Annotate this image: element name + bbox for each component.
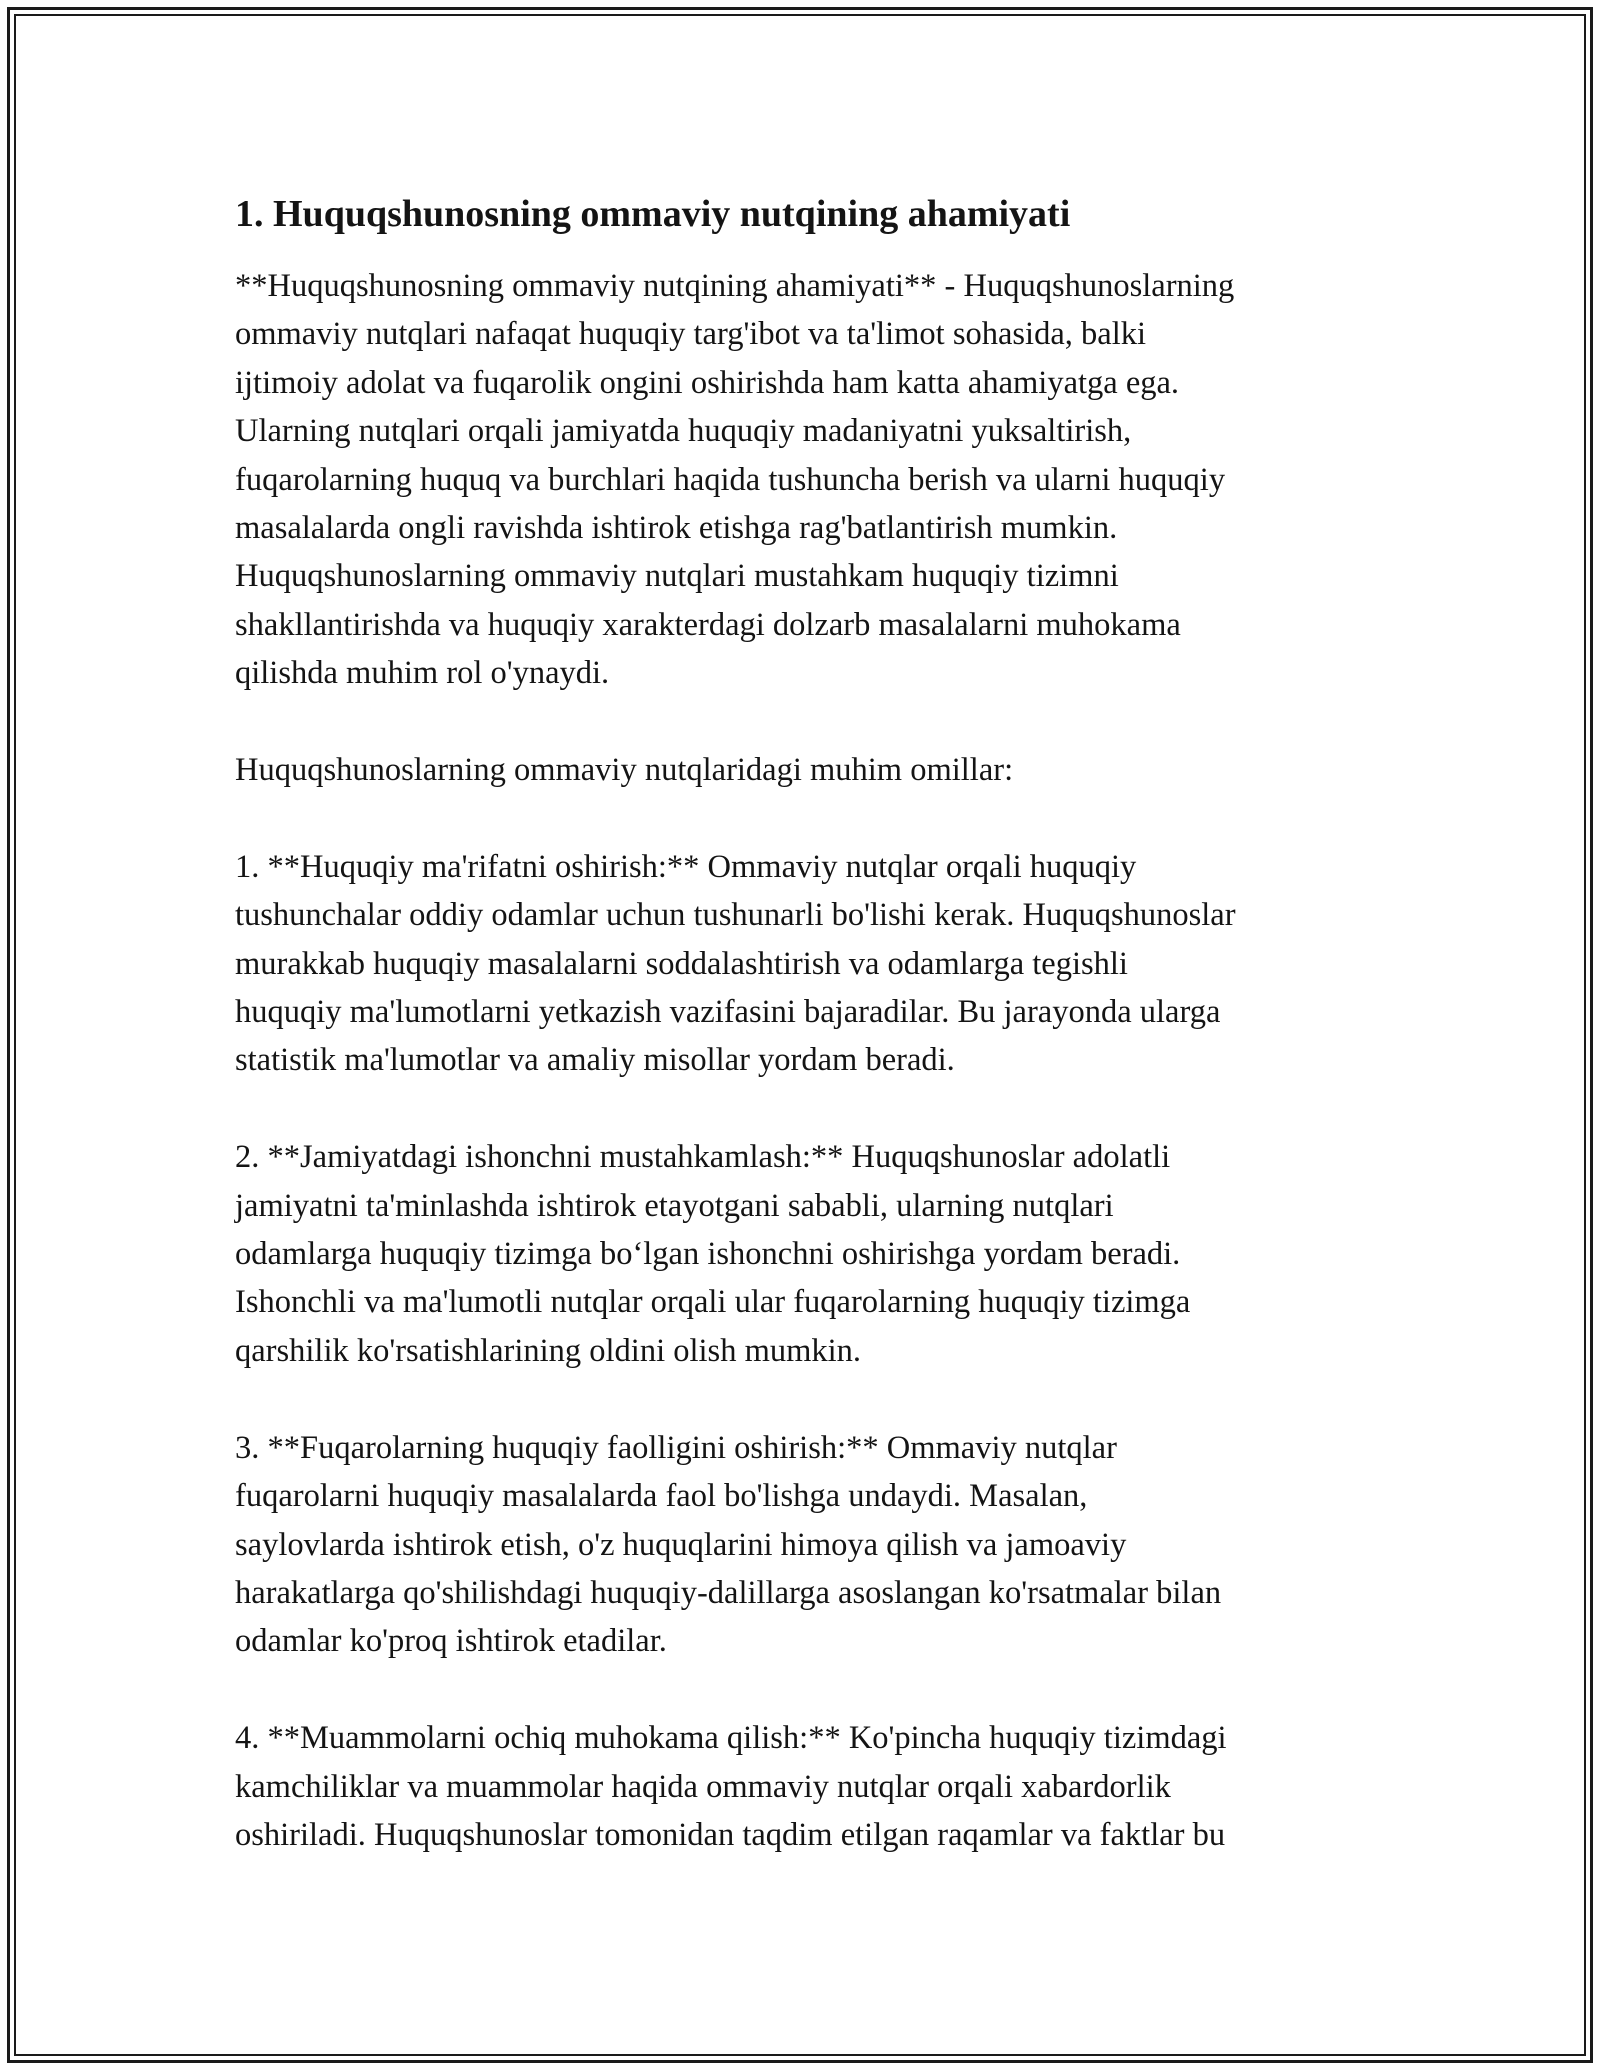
factors-heading-paragraph: Huquqshunoslarning ommaviy nutqlaridagi muhim omillar: [235, 752, 1014, 789]
document-body [235, 188, 1385, 1859]
list-item-2-paragraph: 2. **Jamiyatdagi ishonchni mustahkamlash:** Huquqshunoslar adolatli jamiyatni ta'minlashda ishtirok etayotgani sababli, ularning nutqlari odamlarga huquqiy tizimga bo‘lgan ishonchni oshirishga yordam beradi. Ishonchli va ma'lumotli nutqlar orqali ular fuqarolarning huquqiy tizimga qarshilik ko'rsatishlarining oldini olish mumkin. [235, 1139, 1191, 1369]
list-item-3-paragraph: 3. **Fuqarolarning huquqiy faolligini oshirish:** Ommaviy nutqlar fuqarolarni huquqiy masalalarda faol bo'lishga undaydi. Masalan, saylovlarda ishtirok etish, o'z huquqlarini himoya qilish va jamoaviy harakatlarga qo'shilishdagi huquqiy-dalillarga asoslangan ko'rsatmalar bilan odamlar ko'proq ishtirok etadilar. [235, 1429, 1222, 1660]
document-title: 1. Huquqshunosning ommaviy nutqining ahamiyati [235, 193, 1071, 235]
list-item-4-paragraph: 4. **Muammolarni ochiq muhokama qilish:** Ko'pincha huquqiy tizimdagi kamchiliklar va muammolar haqida ommaviy nutqlar orqali xabardorlik oshiriladi. Huquqshunoslar tomonidan taqdim etilgan raqamlar va faktlar bu [235, 1720, 1227, 1853]
intro-paragraph: **Huquqshunosning ommaviy nutqining ahamiyati** - Huquqshunoslarning ommaviy nutqlari nafaqat huquqiy targ'ibot va ta'limot sohasida, balki ijtimoiy adolat va fuqarolik ongini oshirishda ham katta ahamiyatga ega. Ularning nutqlari orqali jamiyatda huquqiy madaniyatni yuksaltirish, fuqarolarning huquq va burchlari haqida tushuncha berish va ularni huquqiy masalalarda ongli ravishda ishtirok etishga rag'batlantirish mumkin. Huquqshunoslarning ommaviy nutqlari mustahkam huquqiy tizimni shakllantirishda va huquqiy xarakterdagi dolzarb masalalarni muhokama qilishda muhim rol o'ynaydi. [235, 268, 1235, 692]
list-item-1-paragraph: 1. **Huquqiy ma'rifatni oshirish:** Ommaviy nutqlar orqali huquqiy tushunchalar oddiy odamlar uchun tushunarli bo'lishi kerak. Huquqshunoslar murakkab huquqiy masalalarni soddalashtirish va odamlarga tegishli huquqiy ma'lumotlarni yetkazish vazifasini bajaradilar. Bu jarayonda ularga statistik ma'lumotlar va amaliy misollar yordam beradi. [235, 848, 1236, 1079]
